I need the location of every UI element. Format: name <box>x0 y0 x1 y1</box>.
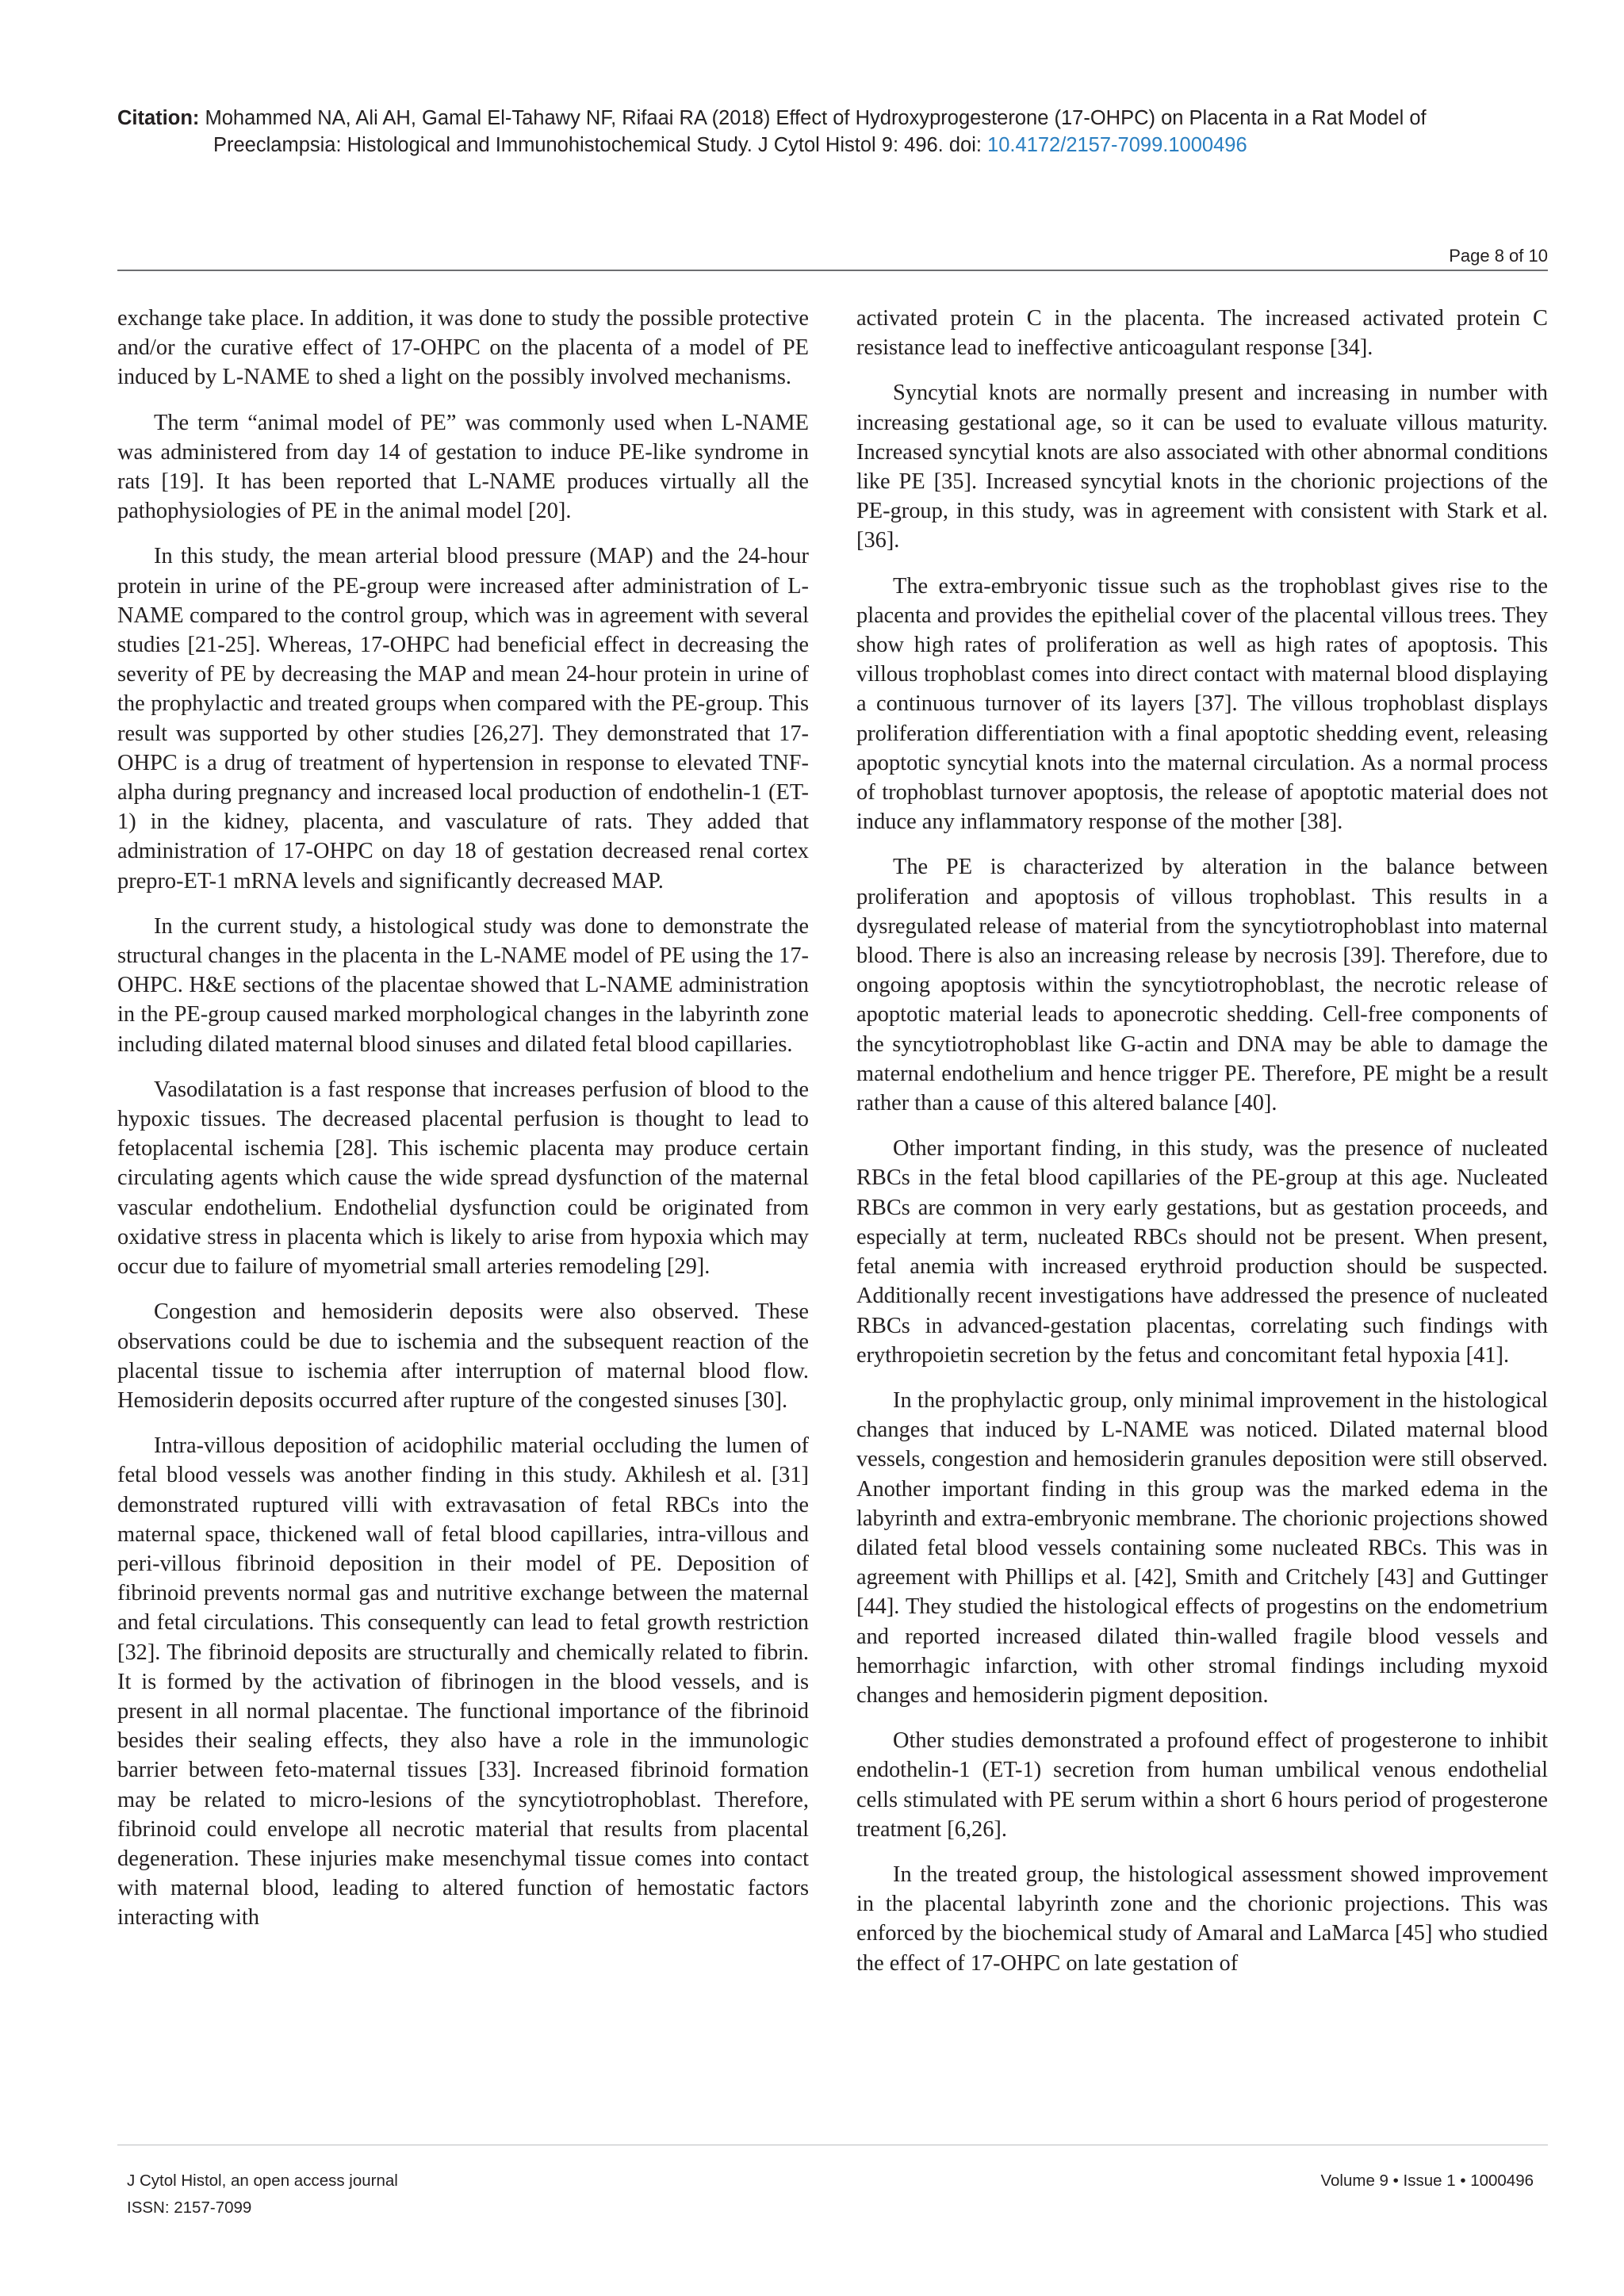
citation-text-1: Mohammed NA, Ali AH, Gamal El-Tahawy NF, Rifaai RA (2018) Effect of Hydroxyprogesterone (17-OHPC) on Placenta in a Rat Model of <box>205 107 1427 129</box>
paragraph: Vasodilatation is a fast response that increases perfusion of blood to the hypoxic tissues. The decreased placental perfusion is thought to lead to fetoplacental ischemia [28]. This ischemic placenta may produce certain circulating agents which cause the wide spread dysfunction of the maternal vascular endothelium. Endothelial dysfunction could be originated from oxidative stress in placenta which is likely to arise from hypoxia which may occur due to failure of myometrial small arteries remodeling [29]. <box>117 1077 809 1280</box>
citation-block <box>117 105 1553 159</box>
paragraph: The term “animal model of PE” was commonly used when L-NAME was administered from day 14 of gestation to induce PE-like syndrome in rats [19]. It has been reported that L-NAME produces virtually all the pathophysiologies of PE in the animal model [20]. <box>117 410 809 524</box>
paragraph: Congestion and hemosiderin deposits were also observed. These observations could be due to ischemia and the subsequent reaction of the placental tissue to ischemia after interruption of maternal blood flow. Hemosiderin deposits occurred after rupture of the congested sinuses [30]. <box>117 1299 809 1413</box>
paragraph: In the current study, a histological study was done to demonstrate the structural changes in the placenta in the L-NAME model of PE using the 17-OHPC. H&E sections of the placentae showed that L-NAME administration in the PE-group caused marked morphological changes in the labyrinth zone including dilated maternal blood sinuses and dilated fetal blood capillaries. <box>117 913 809 1057</box>
paragraph: Other important finding, in this study, was the presence of nucleated RBCs in the fetal blood capillaries of the PE-group at this age. Nucleated RBCs are common in very early gestations, but as gestation proceeds, and especially at term, nucleated RBCs should not be present. When present, fetal anemia with increased erythroid production should be suspected. Additionally recent investigations have addressed the presence of nucleated RBCs in advanced-gestation placentas, correlating such findings with erythropoietin secretion by the fetus and concomitant fetal hypoxia [41]. <box>856 1136 1548 1368</box>
page-number: Page 8 of 10 <box>1449 246 1548 266</box>
header-divider <box>117 270 1548 271</box>
citation-line-1 <box>117 105 1553 132</box>
paragraph: The extra-embryonic tissue such as the trophoblast gives rise to the placenta and provides the epithelial cover of the placental villous trees. They show high rates of proliferation as well as high rates of apoptosis. This villous trophoblast comes into direct contact with maternal blood displaying a continuous turnover of its layers [37]. The villous trophoblast displays proliferation differentiation with a final apoptotic shedding event, releasing apoptotic syncytial knots into the maternal circulation. As a normal process of trophoblast turnover apoptosis, the release of apoptotic material does not induce any inflammatory response of the mother [38]. <box>856 573 1548 835</box>
citation-line-2 <box>117 132 1553 159</box>
paragraph: Syncytial knots are normally present and increasing in number with increasing gestational age, so it can be used to evaluate villous maturity. Increased syncytial knots are also associated with other abnormal conditions like PE [35]. Increased syncytial knots in the chorionic projections of the PE-group, in this study, was in agreement with consistent with Stark et al. [36]. <box>856 381 1548 553</box>
doi-link[interactable]: 10.4172/2157-7099.1000496 <box>987 134 1247 156</box>
paragraph: activated protein C in the placenta. The increased activated protein C resistance lead to ineffective anticoagulant response [34]. <box>856 306 1548 361</box>
paragraph: Other studies demonstrated a profound effect of progesterone to inhibit endothelin-1 (ET-1) secretion from human umbilical venous endothelial cells stimulated with PE serum within a short 6 hours period of progesterone treatment [6,26]. <box>856 1728 1548 1842</box>
paragraph: The PE is characterized by alteration in the balance between proliferation and apoptosis of villous trophoblast. This results in a dysregulated release of material from the syncytiotrophoblast into maternal blood. There is also an increasing release by necrosis [39]. Therefore, due to ongoing apoptosis within the syncytiotrophoblast, the necrotic release of apoptotic material leads to aponecrotic shedding. Cell-free components of the syncytiotrophoblast like G-actin and DNA may be able to damage the maternal endothelium and hence trigger PE. Therefore, PE might be a result rather than a cause of this altered balance [40]. <box>856 855 1548 1116</box>
left-column <box>117 304 809 1949</box>
right-column <box>856 304 1548 1994</box>
citation-text-2: Preeclampsia: Histological and Immunohistochemical Study. J Cytol Histol 9: 496. doi: <box>213 134 988 156</box>
issn: ISSN: 2157-7099 <box>127 2198 252 2217</box>
volume-info: Volume 9 • Issue 1 • 1000496 <box>1320 2172 1534 2190</box>
citation-label: Citation: <box>117 107 200 129</box>
footer-journal-info <box>127 2168 398 2221</box>
paragraph: In the prophylactic group, only minimal improvement in the histological changes that induced by L-NAME was noticed. Dilated maternal blood vessels, congestion and hemosiderin granules deposition were still observed. Another important finding in this group was the marked edema in the labyrinth and extra-embryonic membrane. The chorionic projections showed dilated fetal blood vessels containing some nucleated RBCs. This was in agreement with Phillips et al. [42], Smith and Critchely [43] and Guttinger [44]. They studied the histological effects of progestins on the endometrium and reported increased dilated thin-walled fragile blood vessels and hemorrhagic infarction, with other stromal findings including myxoid changes and hemosiderin pigment deposition. <box>856 1387 1548 1708</box>
paragraph: Intra-villous deposition of acidophilic material occluding the lumen of fetal blood vessels was another finding in this study. Akhilesh et al. [31] demonstrated ruptured villi with extravasation of fetal RBCs into the maternal space, thickened wall of fetal blood capillaries, intra-villous and peri-villous fibrinoid deposition in their model of PE. Deposition of fibrinoid prevents normal gas and nutritive exchange between the maternal and fetal circulations. This consequently can lead to fetal growth restriction [32]. The fibrinoid deposits are structurally and chemically related to fibrin. It is formed by the activation of fibrinogen in the blood vessels, and is present in all normal placentae. The functional importance of the fibrinoid besides their sealing effects, they also have a role in the immunologic barrier between feto-maternal tissues [33]. Increased fibrinoid formation may be related to micro-lesions of the syncytiotrophoblast. Therefore, fibrinoid could envelope all necrotic material that results from placental degeneration. These injuries make mesenchymal tissue comes into contact with maternal blood, leading to altered function of hemostatic factors interacting with <box>117 1433 809 1931</box>
paragraph: exchange take place. In addition, it was done to study the possible protective and/or the curative effect of 17-OHPC on the placenta of a model of PE induced by L-NAME to shed a light on the possibly involved mechanisms. <box>117 306 809 390</box>
journal-name: J Cytol Histol, an open access journal <box>127 2172 398 2190</box>
paragraph: In this study, the mean arterial blood pressure (MAP) and the 24-hour protein in urine of the PE-group were increased after administration of L-NAME compared to the control group, which was in agreement with several studies [21-25]. Whereas, 17-OHPC had beneficial effect in decreasing the severity of PE by decreasing the MAP and mean 24-hour protein in urine of the prophylactic and treated groups when compared with the PE-group. This result was supported by other studies [26,27]. They demonstrated that 17-OHPC is a drug of treatment of hypertension in response to elevated TNF-alpha during pregnancy and increased local production of endothelin-1 (ET-1) in the kidney, placenta, and vasculature of rats. They added that administration of 17-OHPC on day 18 of gestation decreased renal cortex prepro-ET-1 mRNA levels and significantly decreased MAP. <box>117 544 809 894</box>
paragraph: In the treated group, the histological assessment showed improvement in the placental labyrinth zone and the chorionic projections. This was enforced by the biochemical study of Amaral and LaMarca [45] who studied the effect of 17-OHPC on late gestation of <box>856 1862 1548 1976</box>
